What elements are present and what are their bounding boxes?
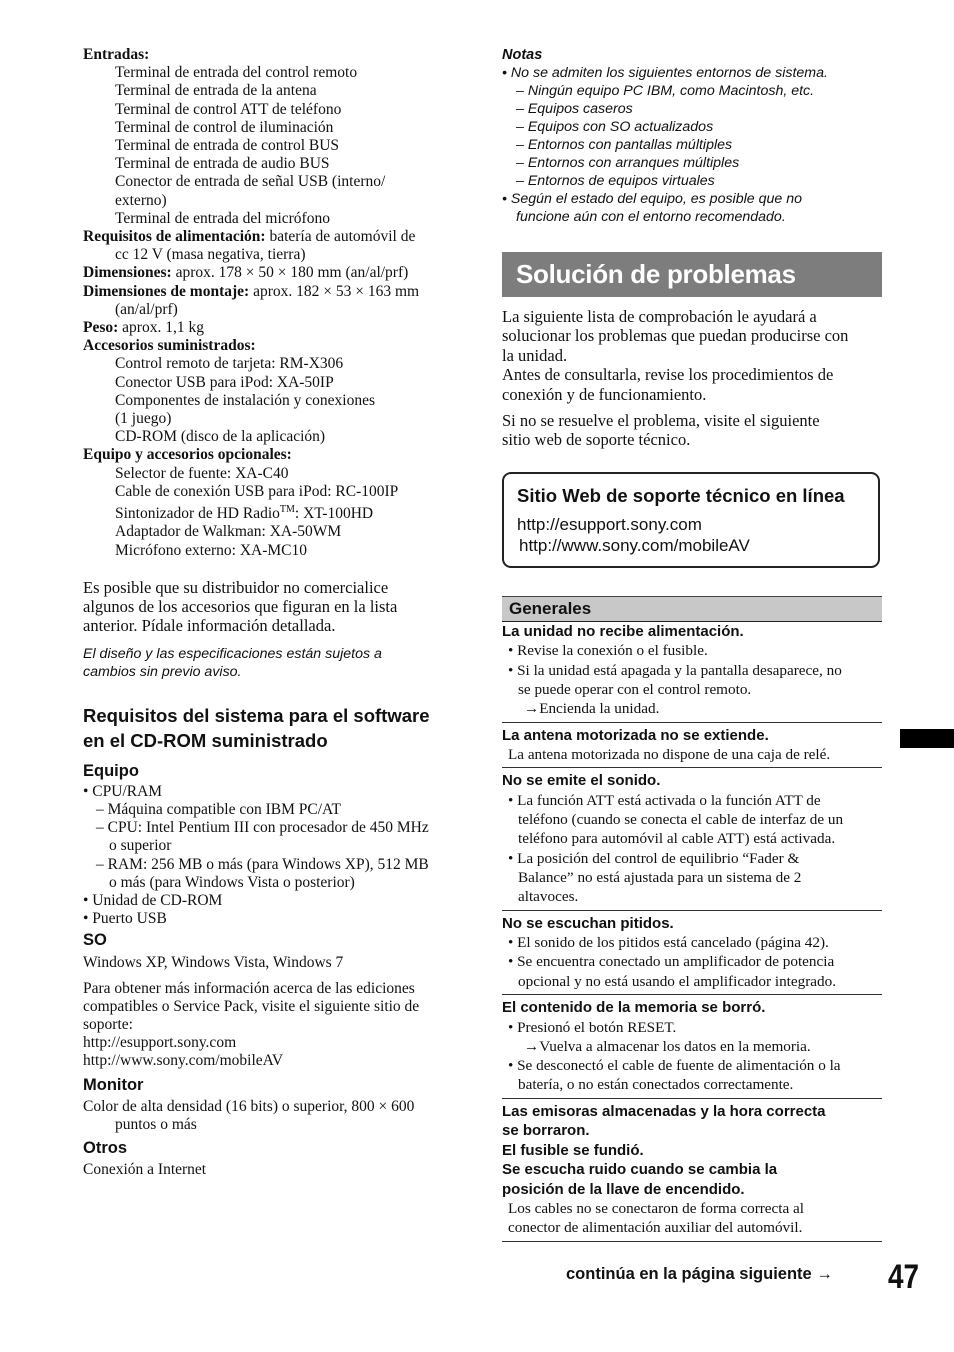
problem-title-line: se borraron. — [502, 1122, 590, 1140]
design-note-line: El diseño y las especificaciones están sujetos a — [83, 645, 382, 662]
problem-line: Los cables no se conectaron de forma correcta al — [508, 1200, 805, 1218]
entradas-label: Entradas: — [83, 46, 150, 63]
power-req-text: batería de automóvil de — [265, 228, 416, 246]
solution-text: Encienda la unidad. — [539, 700, 660, 718]
problem-line: Balance” no está ajustada para un sistema de 2 — [518, 869, 802, 887]
left-column — [83, 46, 463, 1179]
entradas-item: Terminal de control de iluminación — [115, 118, 334, 136]
problem-title: El contenido de la memoria se borró. — [502, 999, 766, 1016]
mount-dimensions-label: Dimensiones de montaje: — [83, 282, 250, 300]
notas-line: – Equipos con SO actualizados — [516, 119, 714, 135]
optional-item-hd-radio — [83, 501, 463, 523]
problem-item — [502, 1102, 882, 1242]
problem-item — [502, 914, 882, 995]
problem-line: teléfono (cuando se conecta el cable de interfaz de un — [518, 811, 844, 829]
problem-title-line: El fusible se fundió. — [502, 1141, 644, 1159]
so-text: Windows XP, Windows Vista, Windows 7 — [83, 954, 344, 972]
right-column — [502, 46, 882, 1245]
solution-text: Vuelva a almacenar los datos en la memoria. — [539, 1037, 811, 1055]
hd-radio-model: : XT-100HD — [294, 505, 374, 523]
otros-text: Conexión a Internet — [83, 1161, 207, 1179]
support-url: http://www.sony.com/mobileAV — [83, 1052, 284, 1070]
problem-line: • Presionó el botón RESET. — [508, 1018, 677, 1036]
equipo-line: o más (para Windows Vista o posterior) — [109, 873, 355, 891]
distributor-line: algunos de los accesorios que figuran en la lista — [83, 596, 398, 616]
intro-line: Antes de consultarla, revise los procedimientos de — [502, 365, 834, 385]
so-more-line: Para obtener más información acerca de las ediciones — [83, 979, 415, 997]
problems-list — [502, 622, 882, 1242]
optional-item: Micrófono externo: XA-MC10 — [115, 541, 307, 559]
monitor-line: puntos o más — [115, 1115, 197, 1133]
support-url: http://esupport.sony.com — [83, 1034, 237, 1052]
notas-line: – Entornos con arranques múltiples — [516, 155, 740, 171]
page-number: 47 — [888, 1258, 920, 1296]
generales-header: Generales — [502, 596, 882, 622]
problem-body — [502, 1018, 882, 1095]
accessories-label: Accesorios suministrados: — [83, 337, 256, 355]
problem-title: La antena motorizada no se extiende. — [502, 726, 769, 744]
distributor-line: Es posible que su distribuidor no comercialice — [83, 577, 389, 597]
support-url-link[interactable]: http://esupport.sony.com — [517, 514, 702, 534]
problem-title: La unidad no recibe alimentación. — [502, 622, 744, 640]
problem-line: batería, o no están conectados correctamente. — [518, 1076, 794, 1094]
equipo-line: – CPU: Intel Pentium III con procesador de 450 MHz — [96, 819, 429, 837]
notas-line: – Equipos caseros — [516, 101, 633, 117]
notas-line: – Entornos con pantallas múltiples — [516, 137, 733, 153]
monitor-line: Color de alta densidad (16 bits) o superior, 800 × 600 — [83, 1097, 415, 1115]
equipo-line: • CPU/RAM — [83, 782, 163, 800]
power-req-text-2: cc 12 V (masa negativa, tierra) — [115, 246, 306, 264]
notas-title: Notas — [502, 47, 543, 63]
notas-line: • No se admiten los siguientes entornos de sistema. — [502, 65, 828, 81]
so-title: SO — [83, 931, 107, 950]
problem-body — [502, 791, 882, 907]
continue-next-page — [566, 1265, 833, 1284]
equipo-line: • Puerto USB — [83, 910, 167, 928]
problem-line: • La función ATT está activada o la función ATT de — [508, 791, 821, 809]
equipo-list — [83, 783, 463, 929]
entradas-item: Terminal de entrada de la antena — [115, 82, 317, 100]
system-requirements-heading — [83, 703, 463, 753]
heading-line: Requisitos del sistema para el software — [83, 704, 430, 726]
entradas-item: Terminal de entrada de control BUS — [115, 137, 340, 155]
so-more — [83, 980, 463, 1071]
problem-line: • Se encuentra conectado un amplificador de potencia — [508, 953, 835, 971]
power-req-label: Requisitos de alimentación: — [83, 228, 266, 246]
dimensions-text: aprox. 178 × 50 × 180 mm (an/al/prf) — [171, 264, 409, 282]
problem-body — [502, 641, 882, 718]
problem-item — [502, 726, 882, 769]
equipo-line: o superior — [109, 837, 172, 855]
problem-title: No se escuchan pitidos. — [502, 914, 674, 932]
power-requirements — [83, 228, 463, 246]
accessory-item: CD-ROM (disco de la aplicación) — [115, 428, 326, 446]
troubleshooting-banner: Solución de problemas — [502, 252, 882, 297]
problem-line: se puede operar con el control remoto. — [518, 680, 752, 698]
notas-line: – Ningún equipo PC IBM, como Macintosh, etc. — [516, 83, 815, 99]
intro-line: La siguiente lista de comprobación le ayudará a — [502, 307, 817, 326]
accessory-item: Control remoto de tarjeta: RM-X306 — [115, 355, 344, 373]
problem-title-line: Se escucha ruido cuando se cambia la — [502, 1161, 778, 1179]
optional-item: Adaptador de Walkman: XA-50WM — [115, 523, 342, 541]
accessory-item: Componentes de instalación y conexiones — [115, 391, 375, 409]
visit-line: Si no se resuelve el problema, visite el siguiente — [502, 411, 820, 431]
problem-line: • La posición del control de equilibrio “Fader & — [508, 849, 800, 867]
problem-line: La antena motorizada no dispone de una caja de relé. — [508, 746, 831, 764]
problem-line: • Si la unidad está apagada y la pantalla desaparece, no — [508, 661, 842, 679]
optional-item: Cable de conexión USB para iPod: RC-100IP — [115, 482, 399, 500]
equipo-line: – Máquina compatible con IBM PC/AT — [96, 801, 341, 819]
support-website-box — [502, 472, 880, 568]
visit-line: sitio web de soporte técnico. — [502, 430, 691, 450]
equipo-title: Equipo — [83, 761, 139, 780]
distributor-note — [83, 578, 463, 635]
accessory-item: Conector USB para iPod: XA-50IP — [115, 373, 334, 391]
notas-list — [502, 64, 882, 226]
entradas-item: Terminal de entrada del micrófono — [115, 209, 330, 227]
optional-label: Equipo y accesorios opcionales: — [83, 446, 292, 464]
section-tab-marker — [900, 729, 954, 748]
equipo-line: – RAM: 256 MB o más (para Windows XP), 512 MB — [96, 855, 429, 873]
weight-text: aprox. 1,1 kg — [118, 319, 204, 337]
notas-line: • Según el estado del equipo, es posible que no — [502, 191, 802, 207]
arrow-icon: → — [524, 700, 540, 718]
design-note — [83, 645, 463, 681]
heading-line: en el CD-ROM suministrado — [83, 729, 328, 751]
design-note-line: cambios sin previo aviso. — [83, 663, 242, 680]
problem-title-line: Las emisoras almacenadas y la hora correcta — [502, 1102, 826, 1120]
so-more-line: compatibles o Service Pack, visite el siguiente sitio de — [83, 997, 420, 1015]
problem-line: • El sonido de los pitidos está cancelado (página 42). — [508, 934, 829, 952]
solution-line — [508, 699, 882, 718]
problem-item — [502, 622, 882, 723]
equipo-line: • Unidad de CD-ROM — [83, 892, 223, 910]
problem-line: • Se desconectó el cable de fuente de alimentación o la — [508, 1057, 841, 1075]
problem-line: opcional y no está usando el amplificador integrado. — [518, 972, 836, 990]
entradas-item: externo) — [115, 191, 167, 209]
weight — [83, 319, 463, 337]
problem-title: No se emite el sonido. — [502, 772, 661, 790]
intro-line: la unidad. — [502, 345, 568, 365]
solution-line — [508, 1037, 882, 1056]
distributor-line: anterior. Pídale información detallada. — [83, 615, 336, 635]
hd-radio-text: Sintonizador de HD Radio — [115, 505, 280, 523]
accessory-item: (1 juego) — [115, 410, 172, 428]
intro-line: solucionar los problemas que puedan producirse con — [502, 326, 849, 346]
otros-title: Otros — [83, 1139, 128, 1158]
dimensions — [83, 264, 463, 282]
problem-title-line: posición de la llave de encendido. — [502, 1180, 745, 1198]
mount-dimensions — [83, 283, 463, 301]
mount-dimensions-text-2: (an/al/prf) — [115, 300, 178, 318]
optional-item: Selector de fuente: XA-C40 — [115, 464, 289, 482]
arrow-icon: → — [524, 1037, 540, 1055]
problem-body — [502, 933, 882, 991]
monitor-text — [83, 1098, 463, 1134]
entradas-item: Terminal de entrada del control remoto — [115, 64, 358, 82]
intro-text — [502, 307, 882, 450]
monitor-title: Monitor — [83, 1075, 144, 1094]
problem-item — [502, 771, 882, 910]
weight-label: Peso: — [83, 319, 119, 337]
continue-text: continúa en la página siguiente — [566, 1265, 812, 1283]
problem-line: altavoces. — [518, 888, 579, 906]
problem-item — [502, 998, 882, 1099]
problem-body — [502, 1199, 882, 1238]
support-website-title: Sitio Web de soporte técnico en línea — [517, 484, 845, 506]
notas-line: funcione aún con el entorno recomendado. — [516, 209, 786, 225]
mount-dimensions-text: aprox. 182 × 53 × 163 mm — [249, 282, 420, 300]
problem-line: teléfono para automóvil al cable ATT) está activada. — [518, 830, 836, 848]
problem-line: conector de alimentación auxiliar del automóvil. — [508, 1219, 803, 1237]
intro-line: conexión y de funcionamiento. — [502, 384, 707, 404]
arrow-right-icon: → — [816, 1265, 833, 1283]
entradas-item: Conector de entrada de señal USB (interno/ — [115, 173, 386, 191]
trademark-mark: TM — [279, 504, 295, 516]
so-more-line: soporte: — [83, 1016, 133, 1034]
dimensions-label: Dimensiones: — [83, 264, 172, 282]
entradas-item: Terminal de entrada de audio BUS — [115, 155, 330, 173]
problem-line: • Revise la conexión o el fusible. — [508, 642, 708, 660]
mobileav-url-link[interactable]: http://www.sony.com/mobileAV — [519, 535, 750, 555]
entradas-item: Terminal de control ATT de teléfono — [115, 100, 342, 118]
notas-line: – Entornos de equipos virtuales — [516, 173, 715, 189]
problem-title — [502, 1102, 882, 1200]
